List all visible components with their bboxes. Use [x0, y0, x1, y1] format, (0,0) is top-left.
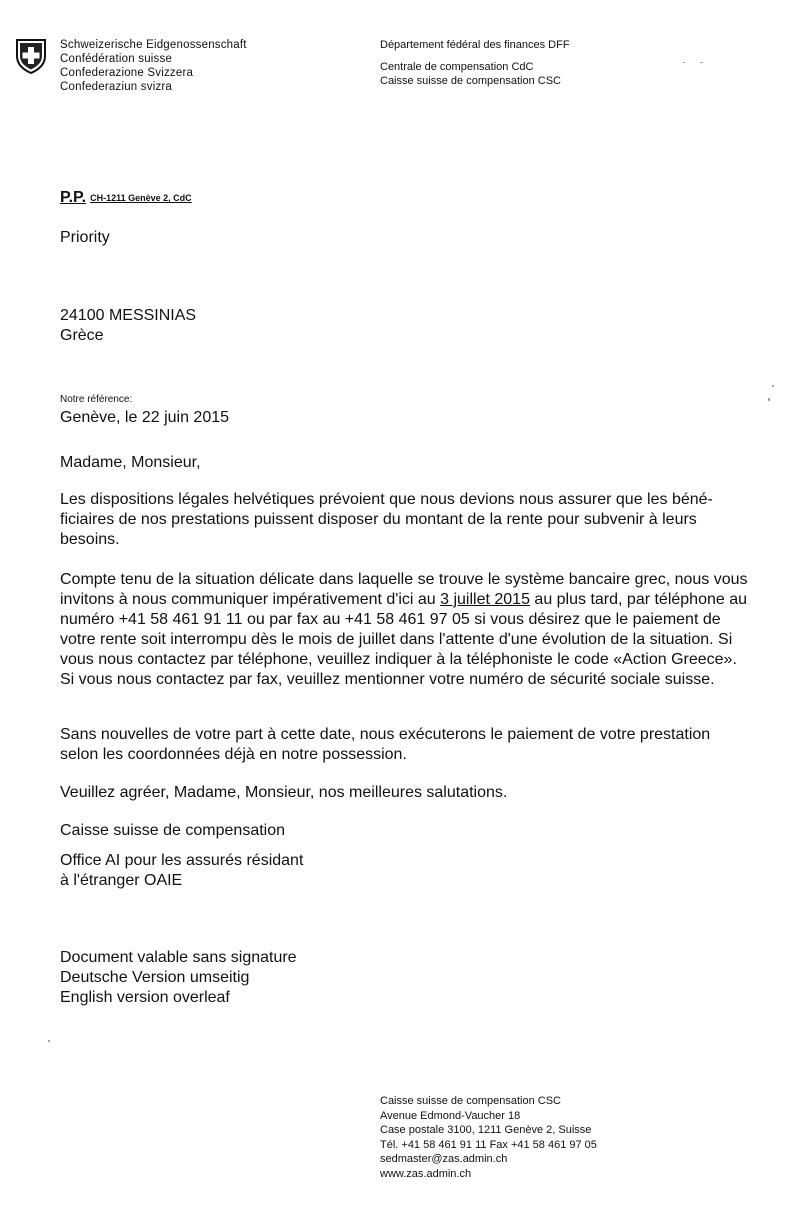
scan-speck — [48, 1040, 50, 1042]
place-date: Genève, le 22 juin 2015 — [60, 409, 230, 426]
note-german-version: Deutsche Version umseitig — [60, 969, 250, 986]
postage-line — [60, 189, 192, 207]
paragraph-default-payment: Sans nouvelles de votre part à cette date, nous exécuterons le paiement de votre prestation selon les coordonnées déjà en notre possession. — [60, 726, 711, 763]
confederation-name-fr: Confédération suisse — [60, 53, 173, 65]
recipient-line-1: 24100 MESSINIAS — [60, 307, 197, 324]
note-english-version: English version overleaf — [60, 989, 230, 1006]
footer-phone-fax: Tél. +41 58 461 91 11 Fax +41 58 461 97 05 — [380, 1138, 597, 1151]
footer-po-box: Case postale 3100, 1211 Genève 2, Suisse — [380, 1124, 592, 1136]
pp-mark: P.P. — [60, 189, 87, 206]
deadline-date: 3 juillet 2015 — [440, 591, 530, 608]
priority-label: Priority — [60, 229, 110, 246]
document-notes — [60, 948, 297, 1008]
footer-email: sedmaster@zas.admin.ch — [380, 1153, 508, 1165]
swiss-coat-of-arms-icon — [15, 38, 47, 74]
signatory-office: Caisse suisse de compensation — [60, 822, 286, 839]
scan-speck — [772, 385, 774, 387]
confederation-name-de: Schweizerische Eidgenossenschaft — [60, 39, 247, 51]
confederation-name-it: Confederazione Svizzera — [60, 67, 194, 79]
office-line-csc: Caisse suisse de compensation CSC — [380, 75, 561, 87]
paragraph-instructions-start: Compte tenu de la situation délicate dans laquelle se trouve le système bancaire grec, nous vous invitons à nous communiquer impérativement d'ici au — [60, 571, 748, 608]
confederation-name-rm: Confederaziun svizra — [60, 81, 173, 93]
signatory-unit-line-1: Office AI pour les assurés résidant — [60, 852, 304, 869]
note-no-signature: Document valable sans signature — [60, 949, 297, 966]
scan-speck — [700, 62, 703, 63]
footer-contact — [380, 1094, 597, 1181]
department-block — [380, 38, 570, 88]
signatory-unit — [60, 851, 303, 891]
footer-street: Avenue Edmond-Vaucher 18 — [380, 1109, 521, 1122]
reference-label: Notre référence: — [60, 394, 133, 405]
department-name: Département fédéral des finances DFF — [380, 39, 570, 51]
paragraph-legal: Les dispositions légales helvétiques prévoient que nous devions nous assurer que les béné-ficiaires de nos prestations puissent disposer du montant de la rente pour subvenir à leurs besoins. — [60, 491, 713, 548]
signatory-unit-line-2: à l'étranger OAIE — [60, 872, 183, 889]
pp-detail: CH-1211 Genève 2, CdC — [90, 193, 192, 203]
confederation-names — [60, 38, 247, 94]
office-line-cdc: Centrale de compensation CdC — [380, 61, 534, 73]
scan-speck — [683, 62, 685, 63]
recipient-address — [60, 306, 196, 346]
recipient-line-2: Grèce — [60, 327, 104, 344]
closing-salutation: Veuillez agréer, Madame, Monsieur, nos meilleures salutations. — [60, 784, 508, 801]
footer-organisation: Caisse suisse de compensation CSC — [380, 1095, 561, 1107]
scan-speck — [768, 398, 770, 401]
paragraph-instructions-end: au plus tard, par téléphone au numéro +41 58 461 91 11 ou par fax au +41 58 461 97 05 si vous désirez que le paiement de votre rente soit interrompu dès le mois de juillet dans l'attente d'une évolution de la situation. Si vous nous contactez par téléphone, veuillez indiquer à la téléphoniste le code «Action Greece». Si vous nous contactez par fax, veuillez mentionner votre numéro de sécurité sociale suisse. — [60, 591, 748, 688]
footer-website: www.zas.admin.ch — [380, 1167, 472, 1180]
salutation: Madame, Monsieur, — [60, 454, 201, 471]
paragraph-instructions — [60, 570, 750, 690]
